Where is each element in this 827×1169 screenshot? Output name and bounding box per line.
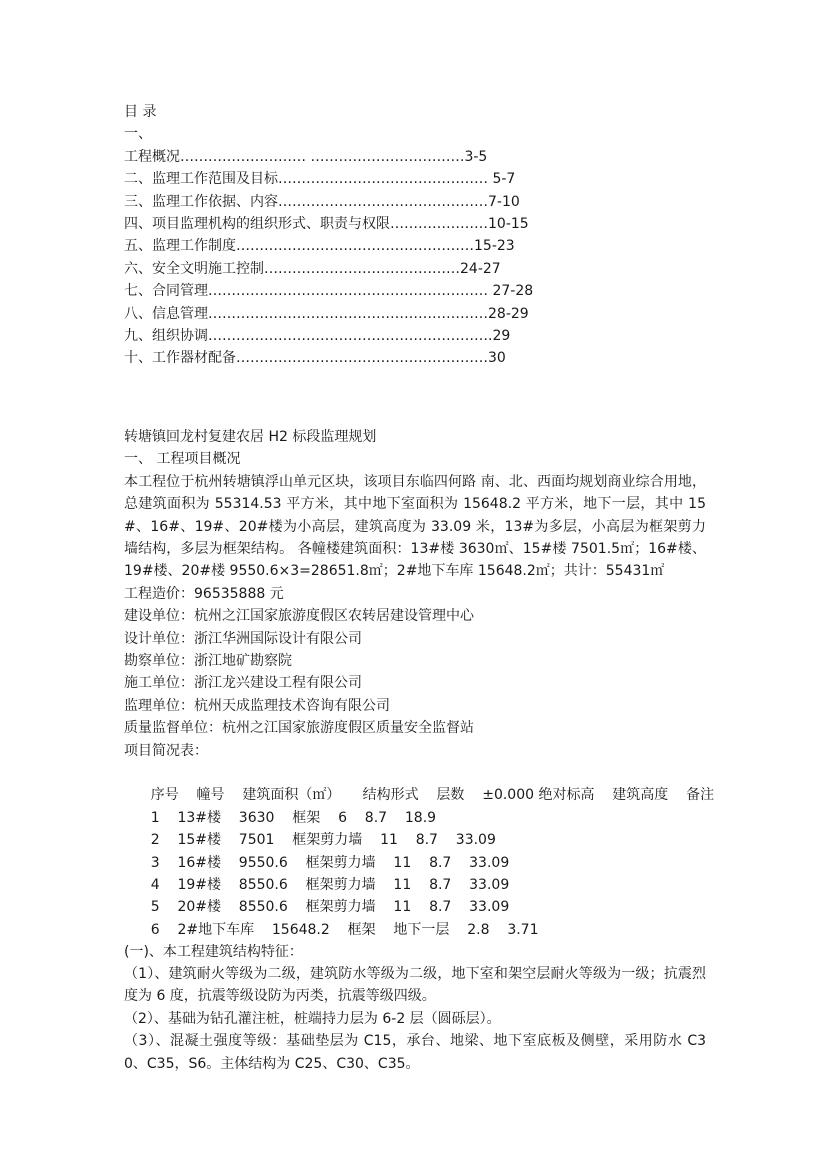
- section-heading: 一、 工程项目概况: [124, 451, 241, 468]
- cell: 8550.6: [238, 899, 288, 916]
- toc-item: 工程概况……………………… ……………………………3-5: [124, 148, 488, 165]
- feature-paragraph: （2）、基础为钻孔灌注桩，桩端持力层为 6-2 层（圆砾层）。: [124, 1010, 501, 1027]
- header-cell: 序号: [150, 787, 179, 804]
- cell: 8.7: [429, 854, 452, 871]
- cell: 8.7: [429, 899, 452, 916]
- cell: 16#楼: [177, 854, 221, 871]
- toc-item: 七、合同管理…………………………………………………… 27-28: [124, 283, 534, 300]
- cell: 框架剪力墙: [305, 899, 376, 916]
- toc-item: 六、安全文明施工控制……………………………………24-27: [124, 260, 501, 277]
- cell: 15#楼: [177, 832, 221, 849]
- cell: 2: [150, 832, 160, 849]
- header-cell: 建筑高度: [612, 787, 669, 804]
- cell: 18.9: [404, 809, 437, 826]
- info-line-cost: 工程造价：96535888 元: [124, 585, 284, 602]
- cell: 框架剪力墙: [292, 832, 363, 849]
- cell: 33.09: [469, 854, 510, 871]
- cell: 框架剪力墙: [305, 876, 376, 893]
- document-title: 转塘镇回龙村复建农居 H2 标段监理规划: [124, 429, 377, 445]
- cell: 11: [393, 899, 412, 916]
- cell: 3: [150, 854, 160, 871]
- cell: 33.09: [455, 832, 496, 849]
- cell: 9550.6: [238, 854, 288, 871]
- header-cell: 幢号: [196, 787, 225, 804]
- document-body: [124, 426, 715, 1075]
- cell: 2#地下车库: [177, 921, 255, 938]
- cell: 3630: [238, 809, 275, 826]
- toc-item: 十、工作器材配备………………………………………………30: [124, 350, 506, 367]
- cell: 15648.2: [271, 921, 330, 938]
- cell: 8.7: [364, 809, 388, 826]
- cell: 框架: [347, 921, 376, 938]
- toc-item: 三、监理工作依据、内容………………………………………7-10: [124, 193, 520, 210]
- info-line-supervisor: 监理单位：杭州天成监理技术咨询有限公司: [124, 697, 390, 714]
- table-caption: 项目简况表：: [124, 742, 208, 759]
- cell: 8.7: [415, 832, 438, 849]
- cell: 11: [393, 876, 412, 893]
- header-cell: 结构形式: [362, 787, 419, 804]
- cell: 2.8: [467, 921, 490, 938]
- cell: 框架剪力墙: [305, 854, 376, 871]
- feature-paragraph: （3）、混凝土强度等级：基础垫层为 C15，承台、地梁、地下室底板及侧壁，采用防水 C30、C35，S6。主体结构为 C25、C30、C35。: [124, 1033, 706, 1072]
- header-cell: 备注: [686, 787, 715, 804]
- cell: 8550.6: [238, 876, 288, 893]
- cell: 6: [150, 921, 160, 938]
- cell: 7501: [238, 832, 275, 849]
- cell: 19#楼: [177, 876, 221, 893]
- cell: 33.09: [469, 876, 510, 893]
- cell: 20#楼: [177, 899, 221, 916]
- cell: 33.09: [469, 899, 510, 916]
- toc-item: 八、信息管理……………………………………………………28-29: [124, 305, 529, 322]
- toc-item: 二、监理工作范围及目标……………………………………… 5-7: [124, 171, 516, 188]
- cell: 11: [380, 832, 398, 849]
- info-line-contractor: 施工单位：浙江龙兴建设工程有限公司: [124, 675, 362, 692]
- cell: 13#楼: [177, 809, 221, 826]
- feature-paragraph: （1）、建筑耐火等级为二级，建筑防水等级为二级，地下室和架空层耐火等级为一级；抗震烈度为 6 度，抗震等级设防为丙类，抗震等级四级。: [124, 966, 706, 1005]
- header-cell: 建筑面积（㎡）: [242, 787, 341, 804]
- cell: 3.71: [507, 921, 539, 938]
- toc-item: 一、: [124, 126, 152, 143]
- header-cell: 层数: [436, 787, 465, 804]
- cell: 4: [150, 876, 160, 893]
- info-line-quality: 质量监督单位：杭州之江国家旅游度假区质量安全监督站: [124, 720, 474, 737]
- cell: 11: [393, 854, 412, 871]
- toc-item: 九、组织协调…………………………………………………….29: [124, 327, 511, 344]
- cell: 5: [150, 899, 160, 916]
- info-line-owner: 建设单位：杭州之江国家旅游度假区农转居建设管理中心: [124, 608, 474, 625]
- info-line-designer: 设计单位：浙江华洲国际设计有限公司: [124, 630, 362, 647]
- info-line-survey: 勘察单位：浙江地矿勘察院: [124, 652, 292, 669]
- cell: 6: [338, 809, 347, 826]
- table-of-contents: [124, 101, 564, 370]
- toc-item: 四、项目监理机构的组织形式、职责与权限…………………10-15: [124, 215, 529, 232]
- toc-item: 五、监理工作制度……………………………………………15-23: [124, 238, 515, 255]
- toc-title: 目 录: [124, 104, 157, 120]
- cell: 框架: [292, 809, 321, 826]
- cell: 1: [150, 809, 160, 826]
- cell: 地下一层: [393, 921, 450, 938]
- overview-paragraph: 本工程位于杭州转塘镇浮山单元区块，该项目东临四何路 南、北、西面均规划商业综合用地，总建筑面积为 55314.53 平方米，其中地下室面积为 15648.2 平方米，地下一层，其中 15#、16#、19#、20#楼为小高层，建筑高度为 33.09 米，13#为多层，小高层为框架剪力墙结构，多层为框架结构。 各幢楼建筑面积：13#楼 3630㎡、15#楼 7501.5㎡；16#楼、19#楼、20#楼 9550.6×3=28651.8㎡；2#地下车库 15648.2㎡；共计：55431㎡: [124, 473, 706, 580]
- cell: 8.7: [429, 876, 452, 893]
- header-cell: ±0.000 绝对标高: [482, 787, 595, 804]
- section-heading: (一)、本工程建筑结构特征：: [124, 943, 303, 960]
- table-header-row: [124, 762, 715, 804]
